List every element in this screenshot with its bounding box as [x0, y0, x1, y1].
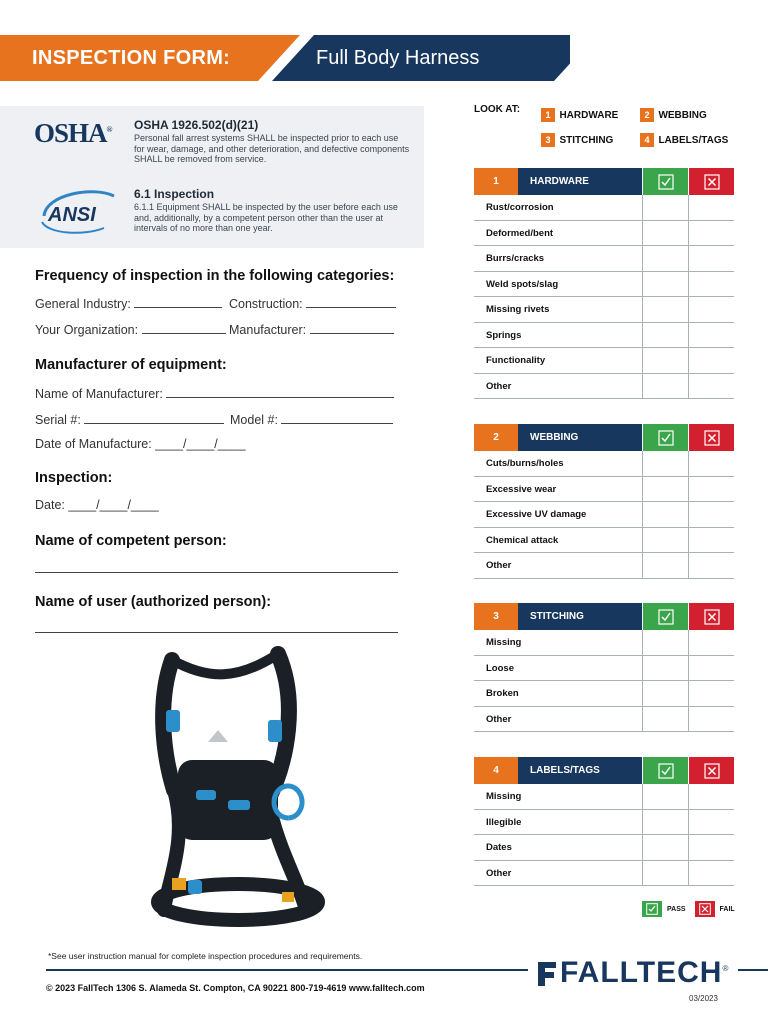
pass-checkbox[interactable]	[642, 835, 687, 860]
look-at-label: LOOK AT:	[474, 104, 521, 115]
table-number: 1	[474, 168, 518, 195]
table-number: 3	[474, 603, 518, 630]
look-at-item-labels: 4 LABELS/TAGS	[640, 130, 728, 148]
user-heading: Name of user (authorized person):	[35, 594, 272, 610]
fail-checkbox[interactable]	[688, 810, 733, 835]
pass-checkbox[interactable]	[642, 528, 687, 553]
table-row	[474, 348, 734, 374]
table-row	[474, 477, 734, 503]
table-row	[474, 681, 734, 707]
fail-checkbox[interactable]	[688, 477, 733, 502]
ansi-text: 6.1.1 Equipment SHALL be inspected by the user before each use and, additionally, by a competent person other than the user at intervals of no more than one year.	[134, 202, 398, 233]
table-row	[474, 553, 734, 579]
fail-label: FAIL	[719, 905, 735, 913]
fail-checkbox[interactable]	[688, 528, 733, 553]
row-label: Missing rivets	[486, 304, 550, 315]
row-label: Burrs/cracks	[486, 253, 545, 264]
inspection-table-webbing	[474, 424, 734, 579]
table-title: LABELS/TAGS	[518, 757, 642, 784]
pass-icon	[643, 168, 688, 195]
fail-checkbox[interactable]	[688, 348, 733, 373]
row-label: Broken	[486, 688, 519, 699]
table-header	[474, 603, 734, 630]
inspection-table-stitching	[474, 603, 734, 732]
pass-checkbox[interactable]	[642, 323, 687, 348]
table-row	[474, 835, 734, 861]
pass-checkbox[interactable]	[642, 784, 687, 809]
table-row	[474, 630, 734, 656]
fail-checkbox[interactable]	[688, 656, 733, 681]
footer-contact: © 2023 FallTech 1306 S. Alameda St. Compton, CA 90221 800-719-4619 www.falltech.com	[46, 983, 425, 993]
table-title: HARDWARE	[518, 168, 642, 195]
row-label: Functionality	[486, 355, 546, 366]
inspection-table-labels-tags	[474, 757, 734, 886]
pass-checkbox[interactable]	[642, 195, 687, 220]
fail-checkbox[interactable]	[688, 784, 733, 809]
serial-field[interactable]: Serial #:	[35, 411, 224, 427]
pass-checkbox[interactable]	[642, 451, 687, 476]
table-number: 2	[474, 424, 518, 451]
pass-checkbox[interactable]	[642, 246, 687, 271]
osha-text: Personal fall arrest systems SHALL be inspected prior to each use for wear, damage, and other deterioration, and defective components SHALL be removed from service.	[134, 133, 410, 164]
pass-fail-legend	[642, 901, 735, 917]
date-of-manufacture-field[interactable]: Date of Manufacture: ____/____/____	[35, 437, 246, 451]
row-label: Other	[486, 867, 512, 879]
look-at-item-webbing: 2 WEBBING	[640, 105, 707, 123]
table-row	[474, 221, 734, 247]
table-row	[474, 451, 734, 477]
pass-checkbox[interactable]	[642, 707, 687, 732]
manufacturer-frequency-field[interactable]: Manufacturer:	[229, 321, 394, 337]
inspection-date-field[interactable]: Date: ____/____/____	[35, 498, 159, 512]
table-row	[474, 861, 734, 887]
fail-checkbox[interactable]	[688, 630, 733, 655]
row-label: Dates	[486, 842, 512, 853]
pass-checkbox[interactable]	[642, 553, 687, 578]
harness-illustration	[128, 640, 346, 940]
ansi-logo	[34, 186, 118, 236]
fail-checkbox[interactable]	[688, 272, 733, 297]
fail-checkbox[interactable]	[688, 297, 733, 322]
fail-checkbox[interactable]	[688, 681, 733, 706]
row-label: Excessive UV damage	[486, 509, 587, 520]
manufacturer-name-field[interactable]: Name of Manufacturer:	[35, 385, 394, 401]
table-row	[474, 810, 734, 836]
pass-icon	[642, 901, 662, 917]
table-row	[474, 707, 734, 733]
competent-person-line[interactable]	[35, 572, 398, 573]
general-industry-field[interactable]: General Industry:	[35, 295, 222, 311]
table-row	[474, 195, 734, 221]
pass-checkbox[interactable]	[642, 656, 687, 681]
row-label: Other	[486, 380, 512, 392]
construction-field[interactable]: Construction:	[229, 295, 396, 311]
look-at-item-stitching: 3 STITCHING	[541, 130, 613, 148]
frequency-heading: Frequency of inspection in the following categories:	[35, 268, 395, 284]
fail-checkbox[interactable]	[688, 553, 733, 578]
fail-icon	[689, 757, 734, 784]
inspection-heading: Inspection:	[35, 470, 113, 486]
osha-logo: OSHA®	[34, 118, 112, 148]
table-row	[474, 246, 734, 272]
table-title: STITCHING	[518, 603, 642, 630]
pass-checkbox[interactable]	[642, 861, 687, 886]
table-row	[474, 784, 734, 810]
table-row	[474, 528, 734, 554]
table-row	[474, 502, 734, 528]
fail-checkbox[interactable]	[688, 221, 733, 246]
osha-heading: OSHA 1926.502(d)(21)	[134, 118, 259, 132]
fail-icon	[689, 424, 734, 451]
fail-checkbox[interactable]	[688, 195, 733, 220]
table-header	[474, 424, 734, 451]
table-header	[474, 757, 734, 784]
pass-checkbox[interactable]	[642, 348, 687, 373]
table-row	[474, 297, 734, 323]
pass-label: PASS	[667, 905, 686, 913]
table-row	[474, 323, 734, 349]
row-label: Missing	[486, 637, 522, 648]
row-label: Missing	[486, 791, 522, 802]
pass-checkbox[interactable]	[642, 374, 687, 399]
table-row	[474, 272, 734, 298]
table-row	[474, 656, 734, 682]
fail-checkbox[interactable]	[688, 374, 733, 399]
fail-checkbox[interactable]	[688, 323, 733, 348]
row-label: Excessive wear	[486, 483, 557, 495]
form-subtitle: Full Body Harness	[316, 47, 480, 69]
fail-checkbox[interactable]	[688, 707, 733, 732]
falltech-mark-icon	[534, 958, 560, 988]
table-header	[474, 168, 734, 195]
your-organization-field[interactable]: Your Organization:	[35, 321, 226, 337]
footer-rule-end	[738, 969, 768, 971]
look-at-item-hardware: 1 HARDWARE	[541, 105, 618, 123]
svg-text:ANSI: ANSI	[48, 204, 96, 226]
row-label: Springs	[486, 329, 522, 341]
row-label: Cuts/burns/holes	[486, 458, 564, 469]
row-label: Deformed/bent	[486, 227, 554, 239]
pass-checkbox[interactable]	[642, 810, 687, 835]
fail-checkbox[interactable]	[688, 835, 733, 860]
fail-checkbox[interactable]	[688, 246, 733, 271]
pass-icon	[643, 424, 688, 451]
manufacturer-heading: Manufacturer of equipment:	[35, 357, 227, 373]
row-label: Chemical attack	[486, 534, 559, 546]
row-label: Other	[486, 713, 512, 725]
fail-checkbox[interactable]	[688, 861, 733, 886]
pass-checkbox[interactable]	[642, 272, 687, 297]
falltech-logo: FALLTECH ®	[528, 956, 734, 990]
pass-icon	[643, 603, 688, 630]
fail-icon	[695, 901, 715, 917]
row-label: Weld spots/slag	[486, 278, 559, 290]
table-row	[474, 374, 734, 400]
pass-checkbox[interactable]	[642, 630, 687, 655]
revision-date: 03/2023	[689, 994, 718, 1003]
table-title: WEBBING	[518, 424, 642, 451]
pass-checkbox[interactable]	[642, 502, 687, 527]
pass-checkbox[interactable]	[642, 297, 687, 322]
row-label: Rust/corrosion	[486, 202, 554, 213]
fail-icon	[689, 603, 734, 630]
competent-person-heading: Name of competent person:	[35, 533, 227, 549]
pass-checkbox[interactable]	[642, 221, 687, 246]
row-label: Loose	[486, 662, 514, 674]
instruction-note: *See user instruction manual for complete inspection procedures and requirements.	[48, 951, 363, 961]
pass-icon	[643, 757, 688, 784]
pass-checkbox[interactable]	[642, 477, 687, 502]
row-label: Illegible	[486, 816, 522, 828]
inspection-table-hardware	[474, 168, 734, 399]
fail-icon	[689, 168, 734, 195]
model-field[interactable]: Model #:	[230, 411, 393, 427]
table-number: 4	[474, 757, 518, 784]
pass-checkbox[interactable]	[642, 681, 687, 706]
row-label: Other	[486, 560, 512, 571]
form-title: INSPECTION FORM:	[32, 47, 231, 69]
user-name-line[interactable]	[35, 632, 398, 633]
ansi-heading: 6.1 Inspection	[134, 187, 215, 201]
fail-checkbox[interactable]	[688, 502, 733, 527]
fail-checkbox[interactable]	[688, 451, 733, 476]
